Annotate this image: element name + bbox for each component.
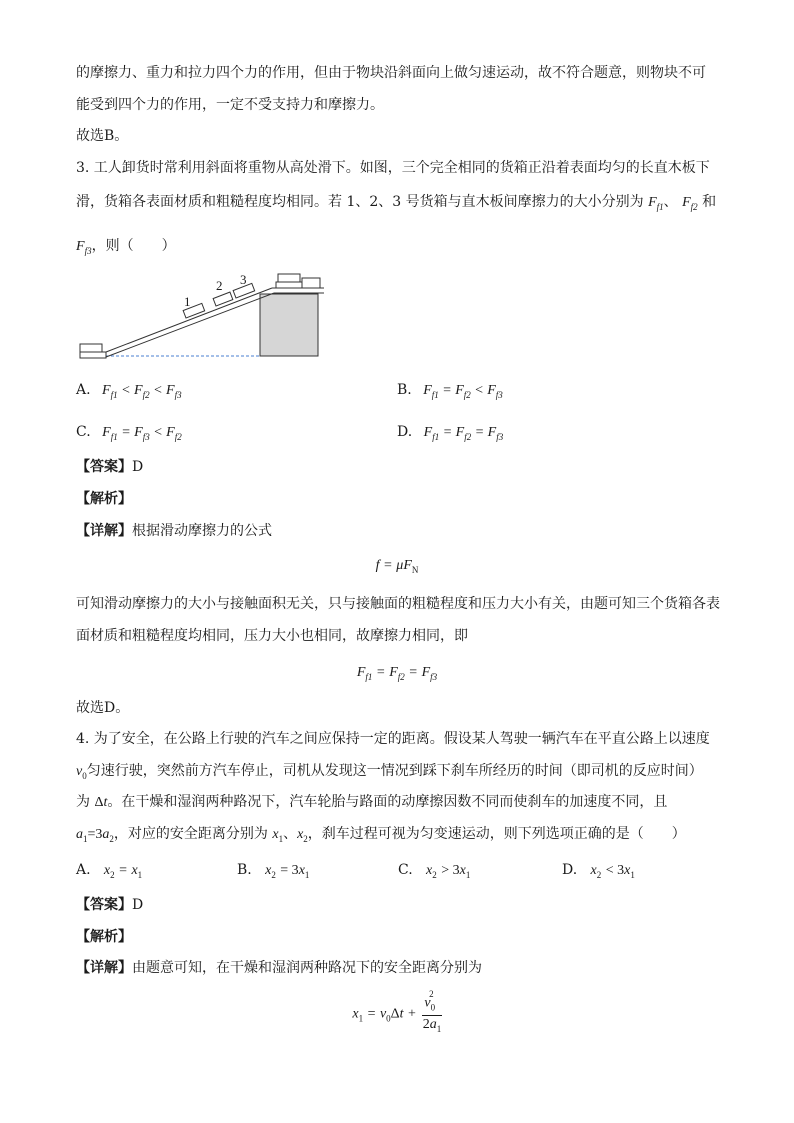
incline-figure (76, 268, 326, 364)
formula-safe-distance: $x_1 = v_0\Delta t$ + $\frac{v_0^2}{2a_1}$ (352, 989, 442, 1035)
option-d[interactable]: D. $x_2 < 3x_1$ (562, 862, 635, 880)
analysis-label: 【解析】 (76, 929, 132, 945)
formula-equal-friction: $F_{f1} = F_{f2} = F_{f3}$ (356, 665, 438, 682)
option-c[interactable]: C. $x_2 > 3x_1$ (398, 862, 471, 880)
question-3-stem-line: $F_{f3}$，则（ ） (76, 238, 176, 256)
paragraph-line: 面材质和粗糙程度均相同，压力大小也相同，故摩擦力相同，即 (76, 628, 468, 644)
label-2: 2 (216, 278, 223, 293)
option-a[interactable]: A. $x_2 = x_1$ (76, 862, 143, 880)
paragraph-line: 能受到四个力的作用，一定不受支持力和摩擦力。 (76, 97, 384, 113)
detail-line: 【详解】根据滑动摩擦力的公式 (76, 523, 272, 539)
detail-line: 【详解】由题意可知，在干燥和湿润两种路况下的安全距离分别为 (76, 960, 482, 976)
question-4-stem-line: 4. 为了安全，在公路上行驶的汽车之间应保持一定的距离。假设某人驾驶一辆汽车在平直公路上以速度 (76, 731, 710, 747)
option-b[interactable]: B. $x_2 = 3x_1$ (237, 862, 310, 880)
math-ff3: $F_{f3}$ (76, 239, 92, 256)
question-4-stem-line: $a_1=3a_2$，对应的安全距离分别为 $x_1$、$x_2$，刹车过程可视为匀变速运动，则下列选项正确的是（ ） (76, 826, 686, 844)
paragraph-line: 可知滑动摩擦力的大小与接触面积无关，只与接触面的粗糙程度和压力大小有关，由题可知三个货箱各表 (76, 596, 720, 612)
option-b[interactable]: B. $F_{f1} = F_{f2} < F_{f3}$ (397, 382, 503, 400)
label-3: 3 (240, 272, 247, 287)
label-1: 1 (184, 294, 191, 309)
bottom-boxes (80, 344, 106, 358)
question-4-stem-line: $v_0$匀速行驶，突然前方汽车停止，司机从发现这一情况到踩下刹车所经历的时间（即司机的反应时间） (76, 763, 703, 781)
paragraph-line: 的摩擦力、重力和拉力四个力的作用，但由于物块沿斜面向上做匀速运动，故不符合题意，则物块不可 (76, 65, 706, 81)
question-4-stem-line: 为 Δt。在干燥和湿润两种路况下，汽车轮胎与路面的动摩擦因数不同而使刹车的加速度不同，且 (76, 794, 668, 810)
math-ff2: $F_{f2}$ (682, 195, 698, 212)
option-d[interactable]: D. $F_{f1} = F_{f2} = F_{f3}$ (397, 424, 504, 442)
option-c[interactable]: C. $F_{f1} = F_{f3} < F_{f2}$ (76, 424, 182, 442)
answer-line: 【答案】D (76, 459, 144, 475)
top-boxes (276, 274, 320, 288)
option-a[interactable]: A. $F_{f1} < F_{f2} < F_{f3}$ (76, 382, 182, 400)
question-3-stem-line: 3. 工人卸货时常利用斜面将重物从高处滑下。如图，三个完全相同的货箱正沿着表面均匀的长直木板下 (76, 160, 710, 176)
question-3-stem-line: 滑，货箱各表面材质和粗糙程度均相同。若 1、2、3 号货箱与直木板间摩擦力的大小分别为 $F_{f1}$、 $F_{f2}$ 和 (76, 194, 717, 212)
platform-block (260, 294, 318, 356)
answer-line: 【答案】D (76, 897, 144, 913)
math-ff1: $F_{f1}$ (648, 195, 664, 212)
analysis-label: 【解析】 (76, 491, 132, 507)
formula-friction: $f = \mu F_N$ (375, 558, 419, 575)
conclusion-text: 故选B。 (76, 128, 129, 144)
conclusion-text: 故选D。 (76, 700, 130, 716)
